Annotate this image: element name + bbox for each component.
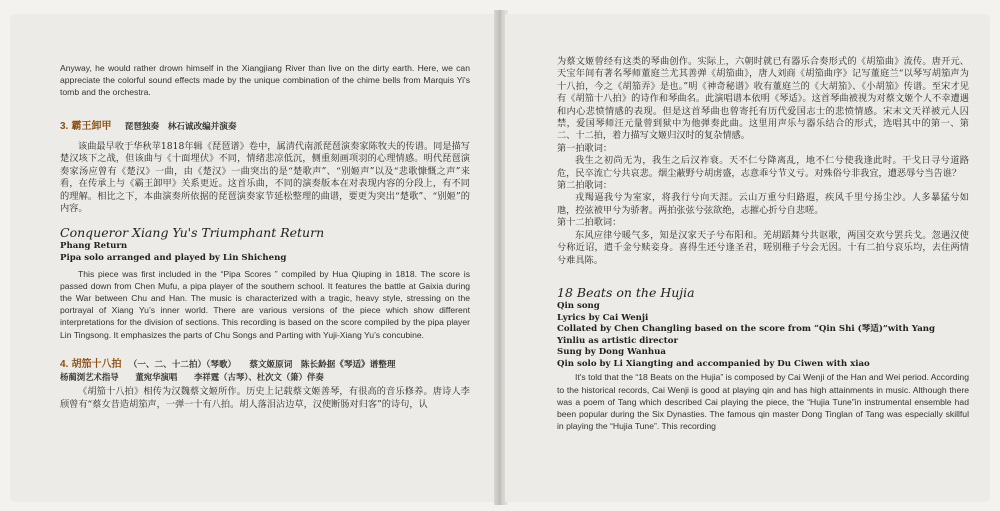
continued-body-cn: 为蔡文姬曾经有这类的琴曲创作。实际上，六朝时就已有器乐合奏形式的《胡笳曲》流传。唐开元、天宝年间有著名琴师董庭兰尤其善弹《胡笳曲》，唐人刘商《胡笳曲序》记写董庭兰“以琴写胡笳声为十八拍，今之《胡笳弄》是也。”明《神奇秘谱》收有董庭兰的《大胡笳》、《小胡笳》传谱。至宋才见有《胡笳十八拍》的诗作和琴曲名。此演唱谱本依明《琴适》。这首琴曲被视为对蔡文姬个人不幸遭遇和内心悲愤情感的表现。但是这首琴曲也曾寄托有历代爱国志士的悲愤情感。宋末文天祥被元人囚禁，爱国琴师汪元量曾到狱中为他弹奏此曲。这里用声乐与器乐结合的形式，选唱其中的第一、第二、十二拍，着力描写文姬归汉时的复杂情感。: [557, 56, 969, 142]
left-column: [60, 14, 470, 411]
section4-subtitle-cn: （一、二、十二拍）（琴歌）: [128, 359, 237, 370]
verse1-label: 第一拍歌词：: [557, 142, 613, 154]
hujia-collated-en: Collated by Chen Changling based on the score from “Qin Shi (琴适)”with Yang: [557, 324, 936, 335]
section4-number: 4.: [60, 358, 69, 370]
hujia-lyrics-en: Lyrics by Cai Wenji: [557, 312, 649, 323]
verse2-label: 第二拍歌词：: [557, 180, 613, 192]
hujia-qin-en: Qin solo by Li Xiangting and accompanied by Du Ciwen with xiao: [557, 358, 870, 369]
hujia-body-en: It's told that the “18 Beats on the Hujia” is composed by Cai Wenji of the Han and Wei period. According to the historical records, Cai Wenji is good at playing qin and has high attainments in music. Although there was a poem of Tang which described Cai playing the piece, the “Hujia Tune”in instrumental ensemble had been popular during the Six Dynasties. The famous qin master Dong Tinglan of Tang was especially skillful in playing the “Hujia Tune”. This recording: [557, 372, 969, 432]
section4-credits-line2: 杨蔺浏艺术指导 董宛华演唱 李祥霆（古琴）、杜次文（箫）伴奏: [60, 372, 324, 383]
section4-heading: [60, 359, 470, 371]
hujia-title-en: 18 Beats on the Hujia: [557, 284, 695, 300]
section3-heading: [60, 121, 470, 133]
hujia-director-en: Yinliu as artistic director: [557, 335, 679, 346]
hujia-genre-en: Qin song: [557, 300, 600, 311]
left-page: [10, 14, 497, 502]
intro-paragraph: Anyway, he would rather drown himself in the Xiangjiang River than live on the dirty earth. Here, we can appreciate the colorful sound effects made by the unique combination of the chime bells from Marquis Yi's tomb and the orchestra.: [60, 63, 470, 98]
right-page: [505, 14, 990, 502]
section3-subtitle-en: Phang Return: [60, 241, 128, 252]
section4-title-cn: 胡笳十八拍: [71, 358, 122, 370]
section3-title-en: Conqueror Xiang Yu's Triumphant Return: [60, 225, 325, 241]
section3-title-cn: 霸王卸甲: [71, 120, 112, 132]
right-column: [557, 14, 969, 432]
section4-credits-line1: 蔡文姬原词 陈长龄据《琴适》谱整理: [249, 359, 396, 370]
section4-body-cn: 《胡笳十八拍》相传为汉魏蔡文姬所作。历史上记载蔡文姬善琴，有很高的音乐修养。唐诗人李颀曾有“蔡女昔造胡笳声，一弹一十有八拍。胡人落泪沾边草，汉使断肠对归客”的诗句，认: [60, 386, 470, 410]
section3-number: 3.: [60, 120, 69, 132]
section3-body-cn: 该曲最早收于华秋苹1818年辑《琵琶谱》卷中，属清代南派琵琶演奏家陈牧夫的传谱。同是描写楚汉垓下之战，但该曲与《十面埋伏》不同，情绪悲凉低沉，侧重刻画项羽的心理情感。明代琵琶演奏家汤应曾有《楚汉》一曲，由《楚汉》一曲突出的是“楚歌声”、“别姬声”以及“悲歌慷慨之声”来看，在传承上与《霸王卸甲》关系更近。这首乐曲，不同的演奏版本在对表现内容的分段上，有不同的理解。相比之下，本曲演奏所依据的琵琶演奏家节延松整理的曲谱，要更为突出“楚歌”、“别姬”的内容。: [60, 141, 470, 215]
verse12-text: 东风应律兮暖气多，知是汉家天子兮布阳和。羌胡蹈舞兮共讴歌，两国交欢兮罢兵戈。忽遇汉使兮称近诏，遣千金兮赎妾身。喜得生还兮逢圣君，嗟别稚子兮会无因。十有二拍兮哀乐均，去住两情兮难具陈。: [557, 229, 969, 266]
section3-body-en: This piece was first included in the “Pipa Scores ” compiled by Hua Qiuping in 1818. The score is passed down from Chen Mufu, a pipa player of the southern school. It features the battle at Gaixia during the War between Chu and Han. The music is characterized with a tragic, heavy style, stressing on the portrayal of Xiang Yu’s inner world. There are various versions of the piece which show different interpretations for the division of sections. This recording is based on the score compiled by the pipa player Lin Tingsong. It emphasizes the parts of Chu Songs and Parting with Yuji-Xiang Yu’s concubine.: [60, 268, 470, 340]
section3-performers-cn: 琵琶独奏 林石诚改编并演奏: [124, 121, 237, 132]
verse2-text: 戎羯逼我兮为室家，将我行兮向天涯。云山万重兮归路遐，疾风千里兮扬尘沙。人多暴猛兮如虺，控弦被甲兮为骄奢。两拍张弦兮弦欲绝，志摧心折兮自悲嗟。: [557, 192, 969, 216]
verse1-text: 我生之初尚无为，我生之后汉祚衰。天不仁兮降离乱，地不仁兮使我逢此时。干戈日寻兮道路危，民卒流亡兮共哀悲。烟尘蔽野兮胡虏盛，志意乖兮节义亏。对殊俗兮非我宜，遭恶辱兮当告谁？: [557, 155, 969, 179]
hujia-sung-en: Sung by Dong Wanhua: [557, 347, 666, 358]
verse12-label: 第十二拍歌词：: [557, 217, 622, 229]
section3-credit-en: Pipa solo arranged and played by Lin Shicheng: [60, 253, 287, 264]
